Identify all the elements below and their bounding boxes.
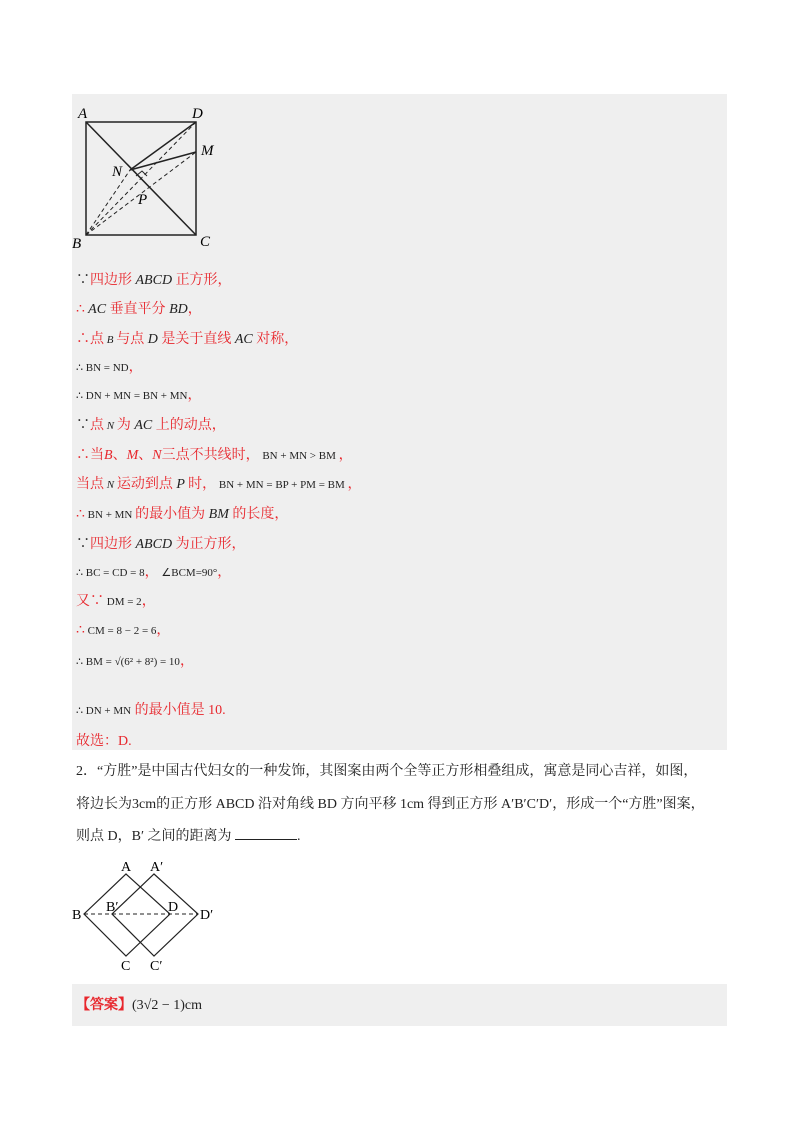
solution-text: 正方形， <box>175 273 232 288</box>
solution-text: 为 <box>116 418 131 433</box>
solution-text: CM = 8 − 2 = 6 <box>84 625 157 637</box>
solution-text: ABCD <box>132 273 176 288</box>
label-B: B <box>72 236 82 250</box>
solution-text: 点 <box>90 418 104 433</box>
question-period: . <box>297 829 301 844</box>
solution-line <box>76 653 194 671</box>
label-P: P <box>138 192 148 208</box>
label2-D-prime: D′ <box>200 908 214 923</box>
solution-text: 、 <box>112 448 127 463</box>
solution-text: B <box>104 334 117 346</box>
label2-B: B <box>72 908 82 923</box>
solution-line <box>76 331 298 349</box>
question-number: 2． <box>76 764 97 779</box>
solution-text: ∴ DN + MN <box>76 705 132 717</box>
label2-A-prime: A′ <box>150 860 164 875</box>
solution-text: ∠BCM=90° <box>158 567 218 579</box>
solution-line <box>76 359 143 377</box>
solution-text: 的最小值为 <box>135 507 206 522</box>
solution-text: ， <box>144 565 159 580</box>
fangsheng-figure <box>70 856 230 976</box>
solution-line <box>76 733 132 751</box>
label-A: A <box>78 106 88 122</box>
answer-blank[interactable] <box>235 827 297 840</box>
solution-text: BD <box>165 302 188 317</box>
solution-line <box>76 622 170 640</box>
solution-line <box>76 506 288 524</box>
solution-text: ， <box>217 565 232 580</box>
solution-text: BN + MN > BM <box>259 450 339 462</box>
solution-text: 、 <box>138 448 153 463</box>
solution-text: 为正方形， <box>175 537 246 552</box>
solution-line <box>76 301 202 319</box>
label-D: D <box>192 106 203 122</box>
solution-text: N <box>104 479 117 491</box>
solution-text: ∴ <box>76 302 85 317</box>
solution-text: ∵ <box>76 418 90 433</box>
solution-text: 故选：D. <box>76 734 132 749</box>
solution-text: ， <box>347 477 362 492</box>
solution-text: ， <box>156 623 171 638</box>
solution-text: ∴ <box>76 623 85 638</box>
label2-C-prime: C′ <box>150 959 163 974</box>
solution-text: N <box>104 420 117 432</box>
label-M: M <box>201 143 214 159</box>
solution-text: 是关于直线 <box>161 332 232 347</box>
label2-B-prime: B′ <box>106 900 119 915</box>
solution-text: AC <box>231 332 257 347</box>
question-line-3 <box>76 827 301 847</box>
question-line-1 <box>76 762 697 782</box>
solution-text: 垂直平分 <box>109 302 166 317</box>
solution-line <box>76 702 226 720</box>
solution-text: 四边形 <box>90 537 132 552</box>
answer-label: 【答案】 <box>76 998 132 1013</box>
solution-text: ， <box>179 654 194 669</box>
solution-text: ， <box>338 448 353 463</box>
solution-text: BN + MN = BP + PM = BM <box>216 479 348 491</box>
solution-text: BN + MN <box>84 509 136 521</box>
solution-text: ， <box>141 594 156 609</box>
solution-line <box>76 272 232 290</box>
solution-text: 上的动点， <box>155 418 226 433</box>
answer-line <box>76 996 202 1016</box>
solution-text: ， <box>128 360 143 375</box>
label-N: N <box>112 164 123 180</box>
label2-A: A <box>121 860 132 875</box>
solution-text: M <box>126 448 139 463</box>
solution-text: B <box>104 448 113 463</box>
question-text-1: “方胜”是中国古代妇女的一种发饰，其图案由两个全等正方形相叠组成，寓意是同心吉祥，如图， <box>97 764 698 779</box>
solution-text: ∴ BN = ND <box>76 362 129 374</box>
solution-text: ∵ <box>76 273 90 288</box>
answer-value: (3√2 − 1)cm <box>132 998 203 1013</box>
solution-text: P <box>172 477 189 492</box>
label2-C: C <box>121 959 131 974</box>
label2-D: D <box>168 900 179 915</box>
solution-line <box>76 417 226 435</box>
solution-text: DM = 2 <box>104 596 142 608</box>
solution-text: ∴点 <box>76 332 104 347</box>
solution-text: 的长度， <box>232 507 289 522</box>
solution-text: ∴当 <box>76 448 104 463</box>
solution-text: ， <box>187 302 202 317</box>
solution-text: 的最小值是 10. <box>131 703 226 718</box>
solution-text: ∴ DN + MN = BN + MN <box>76 390 188 402</box>
solution-text: 四边形 <box>90 273 132 288</box>
solution-text: 三点不共线时， <box>161 448 260 463</box>
label-C: C <box>200 234 211 250</box>
solution-text: 时， <box>188 477 217 492</box>
solution-text: 运动到点 <box>116 477 173 492</box>
question-text-3: 则点 D，B′ 之间的距离为 <box>76 829 232 844</box>
solution-text: ∴ BC = CD = 8 <box>76 567 145 579</box>
solution-text: N <box>152 448 162 463</box>
solution-line <box>76 476 362 494</box>
solution-text: ∵ <box>76 537 90 552</box>
question-text-2: 将边长为3cm的正方形 ABCD 沿对角线 BD 方向平移 1cm 得到正方形 A′B′C′D′，形成一个“方胜”图案， <box>76 797 705 812</box>
solution-text: ABCD <box>132 537 176 552</box>
solution-line <box>76 593 156 611</box>
solution-text: AC <box>130 418 156 433</box>
solution-line <box>76 387 201 405</box>
solution-text: ， <box>187 388 202 403</box>
solution-line <box>76 536 246 554</box>
solution-text: D <box>144 332 162 347</box>
question-line-2 <box>76 795 705 815</box>
solution-text: 对称， <box>256 332 299 347</box>
solution-text: BM <box>205 507 233 522</box>
solution-line <box>76 447 353 465</box>
solution-text: ∴ BM = √(6² + 8²) = 10 <box>76 656 180 668</box>
square-figure <box>70 100 230 250</box>
solution-text: 当点 <box>76 477 104 492</box>
solution-text: ∴ <box>76 507 85 522</box>
solution-text: AC <box>84 302 110 317</box>
solution-text: 与点 <box>116 332 145 347</box>
solution-line <box>76 564 231 582</box>
solution-text: 又∵ <box>76 594 104 609</box>
